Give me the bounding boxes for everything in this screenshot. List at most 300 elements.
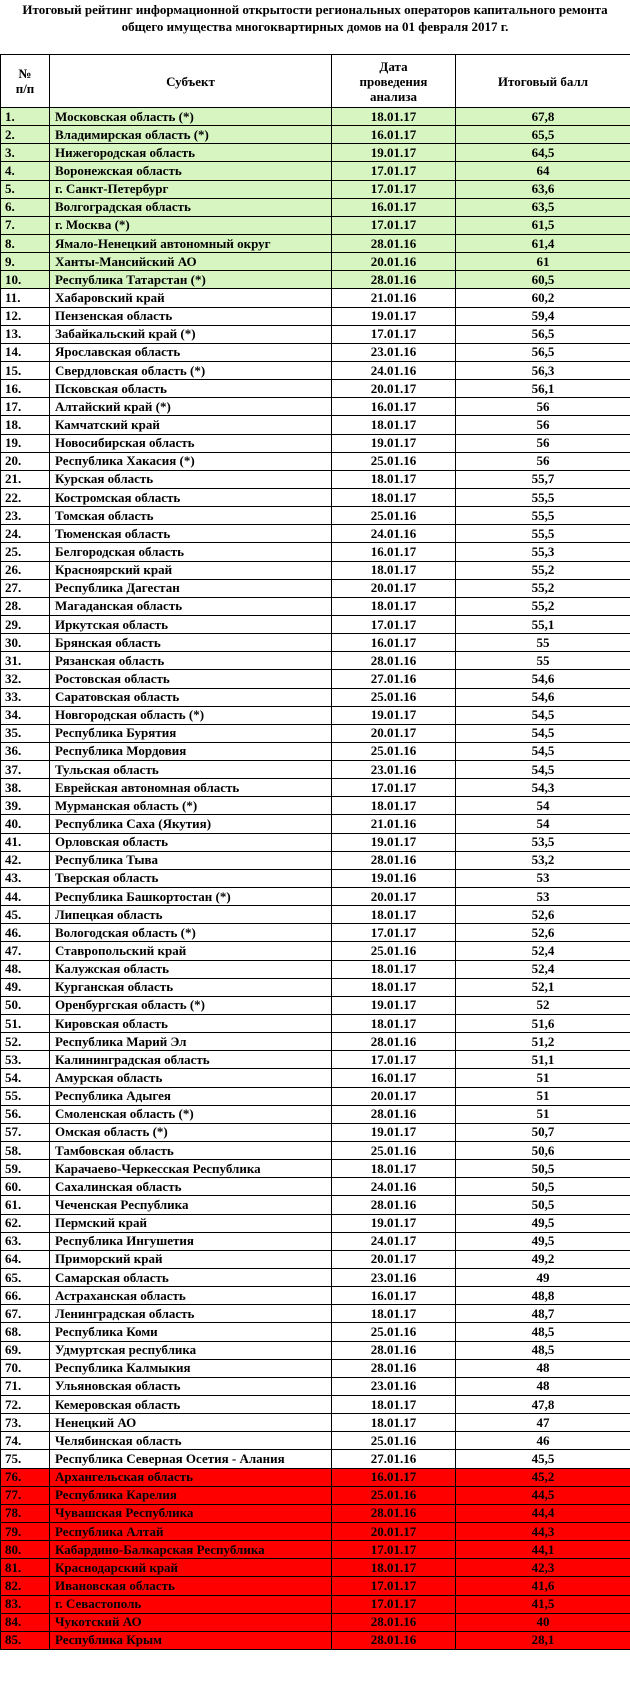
table-row xyxy=(1,942,630,960)
table-row xyxy=(1,361,630,379)
total-score: 40 xyxy=(456,1613,630,1631)
row-number: 43. xyxy=(1,869,50,887)
row-number: 22. xyxy=(1,488,50,506)
analysis-date: 18.01.17 xyxy=(332,1414,456,1432)
total-score: 64 xyxy=(456,162,630,180)
subject-name: Республика Мордовия xyxy=(50,742,332,760)
table-row xyxy=(1,1595,630,1613)
total-score: 48,5 xyxy=(456,1341,630,1359)
total-score: 52,1 xyxy=(456,978,630,996)
subject-name: Красноярский край xyxy=(50,561,332,579)
analysis-date: 28.01.16 xyxy=(332,652,456,670)
subject-name: Новгородская область (*) xyxy=(50,706,332,724)
table-row xyxy=(1,525,630,543)
row-number: 44. xyxy=(1,888,50,906)
total-score: 51 xyxy=(456,1069,630,1087)
row-number: 25. xyxy=(1,543,50,561)
row-number: 80. xyxy=(1,1541,50,1559)
analysis-date: 18.01.17 xyxy=(332,1395,456,1413)
analysis-date: 24.01.16 xyxy=(332,525,456,543)
analysis-date: 18.01.17 xyxy=(332,597,456,615)
table-row xyxy=(1,1105,630,1123)
row-number: 20. xyxy=(1,452,50,470)
total-score: 42,3 xyxy=(456,1559,630,1577)
table-row xyxy=(1,1178,630,1196)
analysis-date: 28.01.16 xyxy=(332,1504,456,1522)
row-number: 58. xyxy=(1,1142,50,1160)
table-row xyxy=(1,1033,630,1051)
row-number: 4. xyxy=(1,162,50,180)
table-row xyxy=(1,1214,630,1232)
subject-name: Республика Северная Осетия - Алания xyxy=(50,1450,332,1468)
table-row xyxy=(1,597,630,615)
subject-name: г. Москва (*) xyxy=(50,216,332,234)
table-row xyxy=(1,924,630,942)
table-row xyxy=(1,289,630,307)
subject-name: Ненецкий АО xyxy=(50,1414,332,1432)
analysis-date: 17.01.17 xyxy=(332,1541,456,1559)
row-number: 55. xyxy=(1,1087,50,1105)
subject-name: Липецкая область xyxy=(50,906,332,924)
analysis-date: 17.01.17 xyxy=(332,1051,456,1069)
subject-name: Тверская область xyxy=(50,869,332,887)
row-number: 18. xyxy=(1,416,50,434)
analysis-date: 25.01.16 xyxy=(332,1432,456,1450)
analysis-date: 25.01.16 xyxy=(332,1486,456,1504)
total-score: 56 xyxy=(456,434,630,452)
table-row xyxy=(1,833,630,851)
table-row xyxy=(1,1196,630,1214)
subject-name: Чувашская Республика xyxy=(50,1504,332,1522)
row-number: 30. xyxy=(1,634,50,652)
subject-name: Костромская область xyxy=(50,488,332,506)
subject-name: Республика Крым xyxy=(50,1631,332,1649)
subject-name: Пензенская область xyxy=(50,307,332,325)
total-score: 45,5 xyxy=(456,1450,630,1468)
column-header-score: Итоговый балл xyxy=(456,55,630,108)
table-row xyxy=(1,216,630,234)
table-row xyxy=(1,198,630,216)
row-number: 2. xyxy=(1,126,50,144)
table-row xyxy=(1,1015,630,1033)
table-row xyxy=(1,706,630,724)
table-row xyxy=(1,1613,630,1631)
column-header-date: Дата проведения анализа xyxy=(332,55,456,108)
analysis-date: 17.01.17 xyxy=(332,1595,456,1613)
analysis-date: 16.01.17 xyxy=(332,1287,456,1305)
subject-name: Республика Саха (Якутия) xyxy=(50,815,332,833)
subject-name: Забайкальский край (*) xyxy=(50,325,332,343)
row-number: 12. xyxy=(1,307,50,325)
row-number: 29. xyxy=(1,615,50,633)
analysis-date: 18.01.17 xyxy=(332,1559,456,1577)
table-row xyxy=(1,1504,630,1522)
row-number: 35. xyxy=(1,724,50,742)
analysis-date: 19.01.17 xyxy=(332,307,456,325)
total-score: 53 xyxy=(456,888,630,906)
analysis-date: 17.01.17 xyxy=(332,924,456,942)
total-score: 55 xyxy=(456,652,630,670)
row-number: 69. xyxy=(1,1341,50,1359)
table-row xyxy=(1,507,630,525)
analysis-date: 19.01.17 xyxy=(332,833,456,851)
table-row xyxy=(1,180,630,198)
table-row xyxy=(1,144,630,162)
subject-name: Смоленская область (*) xyxy=(50,1105,332,1123)
total-score: 61,4 xyxy=(456,234,630,252)
subject-name: Магаданская область xyxy=(50,597,332,615)
analysis-date: 28.01.16 xyxy=(332,271,456,289)
total-score: 53,2 xyxy=(456,851,630,869)
analysis-date: 18.01.17 xyxy=(332,906,456,924)
subject-name: Челябинская область xyxy=(50,1432,332,1450)
row-number: 50. xyxy=(1,996,50,1014)
analysis-date: 18.01.17 xyxy=(332,416,456,434)
total-score: 54 xyxy=(456,797,630,815)
row-number: 31. xyxy=(1,652,50,670)
total-score: 54 xyxy=(456,815,630,833)
subject-name: г. Санкт-Петербург xyxy=(50,180,332,198)
table-row xyxy=(1,561,630,579)
table-row xyxy=(1,779,630,797)
analysis-date: 17.01.17 xyxy=(332,615,456,633)
subject-name: Республика Татарстан (*) xyxy=(50,271,332,289)
total-score: 49 xyxy=(456,1269,630,1287)
total-score: 46 xyxy=(456,1432,630,1450)
page-title: Итоговый рейтинг информационной открытости региональных операторов капитального ремонта общего имущества многоквартирных домов на 01 февраля 2017 г. xyxy=(22,2,608,34)
row-number: 79. xyxy=(1,1522,50,1540)
row-number: 61. xyxy=(1,1196,50,1214)
row-number: 9. xyxy=(1,253,50,271)
row-number: 65. xyxy=(1,1269,50,1287)
total-score: 56,5 xyxy=(456,343,630,361)
table-row xyxy=(1,1450,630,1468)
column-header-num: № п/п xyxy=(1,55,50,108)
subject-name: Республика Алтай xyxy=(50,1522,332,1540)
row-number: 8. xyxy=(1,234,50,252)
row-number: 52. xyxy=(1,1033,50,1051)
row-number: 16. xyxy=(1,380,50,398)
total-score: 48,5 xyxy=(456,1323,630,1341)
total-score: 51 xyxy=(456,1105,630,1123)
table-row xyxy=(1,1160,630,1178)
row-number: 39. xyxy=(1,797,50,815)
row-number: 33. xyxy=(1,688,50,706)
subject-name: Псковская область xyxy=(50,380,332,398)
total-score: 54,5 xyxy=(456,761,630,779)
row-number: 51. xyxy=(1,1015,50,1033)
subject-name: Кабардино-Балкарская Республика xyxy=(50,1541,332,1559)
subject-name: Краснодарский край xyxy=(50,1559,332,1577)
row-number: 5. xyxy=(1,180,50,198)
table-row xyxy=(1,1341,630,1359)
table-row xyxy=(1,670,630,688)
row-number: 77. xyxy=(1,1486,50,1504)
table-row xyxy=(1,1468,630,1486)
table-row xyxy=(1,1377,630,1395)
table-row xyxy=(1,234,630,252)
analysis-date: 18.01.17 xyxy=(332,488,456,506)
subject-name: Хабаровский край xyxy=(50,289,332,307)
total-score: 49,5 xyxy=(456,1232,630,1250)
analysis-date: 18.01.17 xyxy=(332,561,456,579)
total-score: 50,5 xyxy=(456,1160,630,1178)
subject-name: Республика Дагестан xyxy=(50,579,332,597)
row-number: 82. xyxy=(1,1577,50,1595)
subject-name: Республика Карелия xyxy=(50,1486,332,1504)
analysis-date: 18.01.17 xyxy=(332,1015,456,1033)
row-number: 24. xyxy=(1,525,50,543)
row-number: 37. xyxy=(1,761,50,779)
total-score: 50,5 xyxy=(456,1196,630,1214)
total-score: 61 xyxy=(456,253,630,271)
total-score: 44,4 xyxy=(456,1504,630,1522)
total-score: 51 xyxy=(456,1087,630,1105)
total-score: 54,3 xyxy=(456,779,630,797)
row-number: 73. xyxy=(1,1414,50,1432)
table-row xyxy=(1,888,630,906)
table-row xyxy=(1,1522,630,1540)
row-number: 62. xyxy=(1,1214,50,1232)
table-row xyxy=(1,1269,630,1287)
analysis-date: 17.01.17 xyxy=(332,180,456,198)
analysis-date: 19.01.17 xyxy=(332,144,456,162)
table-row xyxy=(1,1305,630,1323)
row-number: 41. xyxy=(1,833,50,851)
subject-name: Архангельская область xyxy=(50,1468,332,1486)
row-number: 70. xyxy=(1,1359,50,1377)
row-number: 85. xyxy=(1,1631,50,1649)
subject-name: Ямало-Ненецкий автономный округ xyxy=(50,234,332,252)
subject-name: Воронежская область xyxy=(50,162,332,180)
row-number: 59. xyxy=(1,1160,50,1178)
total-score: 53,5 xyxy=(456,833,630,851)
analysis-date: 25.01.16 xyxy=(332,742,456,760)
total-score: 44,5 xyxy=(456,1486,630,1504)
table-row xyxy=(1,470,630,488)
total-score: 50,6 xyxy=(456,1142,630,1160)
total-score: 52,4 xyxy=(456,960,630,978)
total-score: 48 xyxy=(456,1359,630,1377)
row-number: 56. xyxy=(1,1105,50,1123)
subject-name: Курганская область xyxy=(50,978,332,996)
total-score: 56,5 xyxy=(456,325,630,343)
analysis-date: 16.01.17 xyxy=(332,198,456,216)
analysis-date: 18.01.17 xyxy=(332,1305,456,1323)
total-score: 48 xyxy=(456,1377,630,1395)
row-number: 81. xyxy=(1,1559,50,1577)
subject-name: Кемеровская область xyxy=(50,1395,332,1413)
table-row xyxy=(1,398,630,416)
row-number: 40. xyxy=(1,815,50,833)
analysis-date: 16.01.17 xyxy=(332,1069,456,1087)
subject-name: Алтайский край (*) xyxy=(50,398,332,416)
analysis-date: 20.01.17 xyxy=(332,380,456,398)
analysis-date: 16.01.17 xyxy=(332,1468,456,1486)
total-score: 56 xyxy=(456,452,630,470)
total-score: 55,5 xyxy=(456,507,630,525)
subject-name: Нижегородская область xyxy=(50,144,332,162)
analysis-date: 20.01.17 xyxy=(332,579,456,597)
row-number: 3. xyxy=(1,144,50,162)
table-row xyxy=(1,434,630,452)
row-number: 66. xyxy=(1,1287,50,1305)
table-row xyxy=(1,1287,630,1305)
total-score: 52,4 xyxy=(456,942,630,960)
total-score: 47 xyxy=(456,1414,630,1432)
row-number: 75. xyxy=(1,1450,50,1468)
analysis-date: 19.01.17 xyxy=(332,996,456,1014)
total-score: 44,1 xyxy=(456,1541,630,1559)
total-score: 56 xyxy=(456,416,630,434)
table-row xyxy=(1,688,630,706)
analysis-date: 17.01.17 xyxy=(332,1577,456,1595)
row-number: 27. xyxy=(1,579,50,597)
total-score: 41,6 xyxy=(456,1577,630,1595)
subject-name: Республика Башкортостан (*) xyxy=(50,888,332,906)
table-row xyxy=(1,1631,630,1649)
analysis-date: 21.01.16 xyxy=(332,815,456,833)
row-number: 10. xyxy=(1,271,50,289)
subject-name: Республика Марий Эл xyxy=(50,1033,332,1051)
total-score: 54,6 xyxy=(456,688,630,706)
analysis-date: 25.01.16 xyxy=(332,1323,456,1341)
total-score: 54,5 xyxy=(456,706,630,724)
total-score: 51,2 xyxy=(456,1033,630,1051)
subject-name: Ивановская область xyxy=(50,1577,332,1595)
row-number: 34. xyxy=(1,706,50,724)
subject-name: Республика Хакасия (*) xyxy=(50,452,332,470)
row-number: 83. xyxy=(1,1595,50,1613)
total-score: 55,5 xyxy=(456,525,630,543)
row-number: 63. xyxy=(1,1232,50,1250)
total-score: 49,5 xyxy=(456,1214,630,1232)
total-score: 50,5 xyxy=(456,1178,630,1196)
analysis-date: 18.01.17 xyxy=(332,1160,456,1178)
subject-name: Республика Бурятия xyxy=(50,724,332,742)
analysis-date: 27.01.16 xyxy=(332,670,456,688)
table-row xyxy=(1,1414,630,1432)
row-number: 48. xyxy=(1,960,50,978)
table-row xyxy=(1,1232,630,1250)
column-header-subject: Субъект xyxy=(50,55,332,108)
subject-name: Омская область (*) xyxy=(50,1123,332,1141)
table-row xyxy=(1,380,630,398)
analysis-date: 25.01.16 xyxy=(332,507,456,525)
subject-name: г. Севастополь xyxy=(50,1595,332,1613)
row-number: 68. xyxy=(1,1323,50,1341)
analysis-date: 19.01.17 xyxy=(332,434,456,452)
table-row xyxy=(1,1069,630,1087)
row-number: 49. xyxy=(1,978,50,996)
table-row xyxy=(1,960,630,978)
table-body xyxy=(1,108,630,1650)
table-row xyxy=(1,452,630,470)
subject-name: Чеченская Республика xyxy=(50,1196,332,1214)
analysis-date: 16.01.17 xyxy=(332,634,456,652)
analysis-date: 24.01.17 xyxy=(332,1232,456,1250)
analysis-date: 20.01.17 xyxy=(332,1522,456,1540)
table-row xyxy=(1,851,630,869)
analysis-date: 19.01.17 xyxy=(332,706,456,724)
table-row xyxy=(1,488,630,506)
total-score: 67,8 xyxy=(456,108,630,126)
row-number: 72. xyxy=(1,1395,50,1413)
table-row xyxy=(1,761,630,779)
table-header-row xyxy=(1,55,630,108)
subject-name: Республика Коми xyxy=(50,1323,332,1341)
table-row xyxy=(1,1250,630,1268)
total-score: 60,2 xyxy=(456,289,630,307)
table-row xyxy=(1,634,630,652)
table-row xyxy=(1,1541,630,1559)
subject-name: Калужская область xyxy=(50,960,332,978)
row-number: 76. xyxy=(1,1468,50,1486)
analysis-date: 27.01.16 xyxy=(332,1450,456,1468)
subject-name: Еврейская автономная область xyxy=(50,779,332,797)
subject-name: Кировская область xyxy=(50,1015,332,1033)
table-row xyxy=(1,307,630,325)
subject-name: Приморский край xyxy=(50,1250,332,1268)
total-score: 63,6 xyxy=(456,180,630,198)
analysis-date: 17.01.17 xyxy=(332,779,456,797)
row-number: 1. xyxy=(1,108,50,126)
analysis-date: 19.01.17 xyxy=(332,1214,456,1232)
analysis-date: 28.01.16 xyxy=(332,851,456,869)
row-number: 46. xyxy=(1,924,50,942)
row-number: 11. xyxy=(1,289,50,307)
analysis-date: 28.01.16 xyxy=(332,1359,456,1377)
total-score: 60,5 xyxy=(456,271,630,289)
analysis-date: 28.01.16 xyxy=(332,234,456,252)
analysis-date: 18.01.17 xyxy=(332,797,456,815)
table-row xyxy=(1,1486,630,1504)
analysis-date: 25.01.16 xyxy=(332,942,456,960)
total-score: 55,2 xyxy=(456,597,630,615)
subject-name: Тюменская область xyxy=(50,525,332,543)
analysis-date: 16.01.17 xyxy=(332,398,456,416)
analysis-date: 16.01.17 xyxy=(332,543,456,561)
subject-name: Волгоградская область xyxy=(50,198,332,216)
total-score: 56,3 xyxy=(456,361,630,379)
subject-name: Мурманская область (*) xyxy=(50,797,332,815)
subject-name: Оренбургская область (*) xyxy=(50,996,332,1014)
analysis-date: 20.01.16 xyxy=(332,253,456,271)
subject-name: Ленинградская область xyxy=(50,1305,332,1323)
table-row xyxy=(1,162,630,180)
table-row xyxy=(1,1577,630,1595)
table-row xyxy=(1,978,630,996)
subject-name: Ульяновская область xyxy=(50,1377,332,1395)
total-score: 51,6 xyxy=(456,1015,630,1033)
row-number: 57. xyxy=(1,1123,50,1141)
analysis-date: 17.01.17 xyxy=(332,162,456,180)
subject-name: Белгородская область xyxy=(50,543,332,561)
total-score: 28,1 xyxy=(456,1631,630,1649)
analysis-date: 18.01.17 xyxy=(332,978,456,996)
row-number: 53. xyxy=(1,1051,50,1069)
subject-name: Тамбовская область xyxy=(50,1142,332,1160)
total-score: 52,6 xyxy=(456,924,630,942)
row-number: 36. xyxy=(1,742,50,760)
table-row xyxy=(1,869,630,887)
total-score: 54,5 xyxy=(456,724,630,742)
total-score: 56,1 xyxy=(456,380,630,398)
subject-name: Ярославская область xyxy=(50,343,332,361)
table-row xyxy=(1,543,630,561)
total-score: 55,7 xyxy=(456,470,630,488)
total-score: 55 xyxy=(456,634,630,652)
